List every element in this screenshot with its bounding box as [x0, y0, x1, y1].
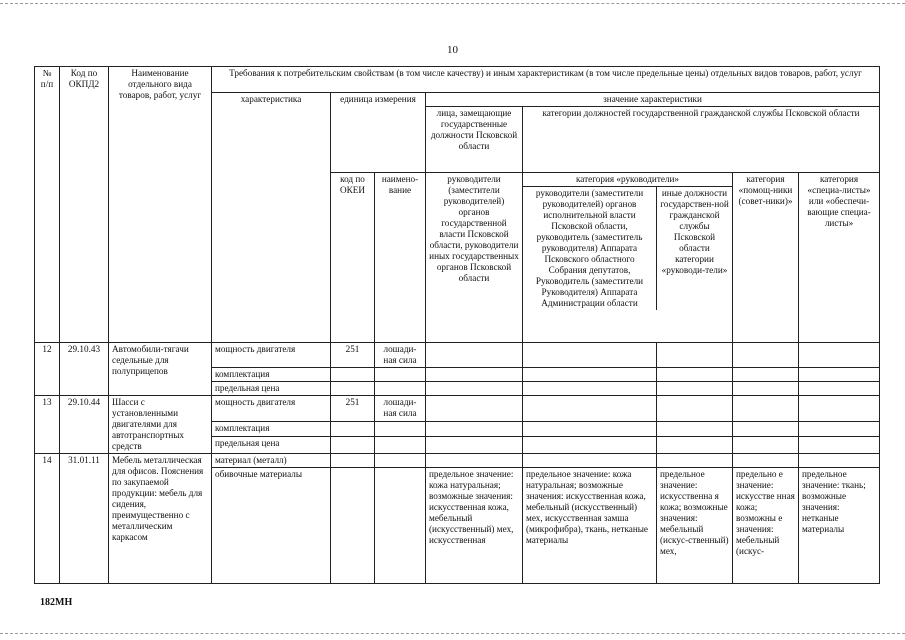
header-num: № п/п	[35, 67, 60, 343]
row14-code: 31.01.11	[60, 454, 109, 584]
row14-char-upholstery: обивочные материалы	[212, 468, 331, 584]
header-heads-gov: руководители (заместители руководителей) органов государственной власти Псковской области, руководители иных государственных органов Псковской области	[426, 173, 523, 343]
requirements-table	[34, 66, 880, 584]
header-cat-heads: категория «руководители»	[523, 173, 732, 187]
header-cat-spec: категория «специа-листы» или «обеспечи-вающие специа-листы»	[799, 173, 880, 343]
header-code: Код по ОКПД2	[60, 67, 109, 343]
row12-char-config: комплектация	[212, 368, 331, 382]
header-cat-assist: категория «помощ-ники (совет-ники)»	[733, 173, 799, 343]
table-row	[35, 454, 880, 468]
header-name: Наименование отдельного вида товаров, работ, услуг	[109, 67, 212, 343]
row13-char-config: комплектация	[212, 422, 331, 437]
header-unit-name: наимено-вание	[375, 173, 426, 343]
scan-top-edge	[0, 3, 905, 4]
row13-unit: лошади-ная сила	[375, 396, 426, 422]
row12-char-price: предельная цена	[212, 382, 331, 396]
header-persons: лица, замещающие государственные должности Псковской области	[426, 107, 523, 173]
row14-value-spec: предельное значение: ткань; возможные значения: нетканые материалы	[799, 468, 880, 584]
table-row	[35, 343, 880, 368]
row13-code: 29.10.44	[60, 396, 109, 454]
row14-value-other: предельное значение: искусственна я кожа; возможные значения: мебельный (искус-ственный) мех,	[657, 468, 733, 584]
header-unit: единица измерения	[331, 93, 426, 173]
row13-okei: 251	[331, 396, 375, 422]
row13-num: 13	[35, 396, 60, 454]
row13-char-power: мощность двигателя	[212, 396, 331, 422]
footer-code: 182МН	[40, 597, 73, 608]
row12-num: 12	[35, 343, 60, 396]
table-row	[35, 396, 880, 422]
header-heads-exec: руководители (заместители руководителей) органов исполнительной власти Псковской области, руководитель (заместитель руководителя) Аппарата Псковского областного Собрания депутатов, Руководитель (заместители Руководителя) Аппарата Администрации области	[523, 187, 657, 310]
row14-char-material: материал (металл)	[212, 454, 331, 468]
row14-value-persons: предельное значение: кожа натуральная; возможные значения: искусственная кожа, мебельный (искусственный) мех, искусственная	[426, 468, 523, 584]
page-number: 10	[447, 44, 458, 56]
row14-num: 14	[35, 454, 60, 584]
row12-name: Автомобили-тягачи седельные для полуприцепов	[109, 343, 212, 396]
header-cat-heads-group	[523, 173, 733, 343]
row14-name: Мебель металлическая для офисов. Пояснения по закупаемой продукции: мебель для сидения, преимущественно с металлическим каркасом	[109, 454, 212, 584]
scan-bottom-edge	[0, 633, 905, 634]
row12-char-power: мощность двигателя	[212, 343, 331, 368]
header-okei: код по ОКЕИ	[331, 173, 375, 343]
row12-code: 29.10.43	[60, 343, 109, 396]
row12-okei: 251	[331, 343, 375, 368]
header-categories: категории должностей государственной гражданской службы Псковской области	[523, 107, 880, 173]
header-other-positions: иные должности государствен-ной гражданской службы Псковской области категории «руководи-тели»	[660, 188, 729, 275]
row13-name: Шасси с установленными двигателями для автотранспортных средств	[109, 396, 212, 454]
row12-unit: лошади-ная сила	[375, 343, 426, 368]
row14-value-heads-exec: предельное значение: кожа натуральная; возможные значения: искусственная кожа, мебельный (искусственный) мех, искусственная замша (микрофибра), ткань, нетканые материалы	[523, 468, 657, 584]
header-requirements: Требования к потребительским свойствам (в том числе качеству) и иным характеристикам (в том числе предельные цены) отдельных видов товаров, работ, услуг	[212, 67, 880, 93]
header-characteristic: характеристика	[212, 93, 331, 343]
row13-char-price: предельная цена	[212, 437, 331, 454]
header-value: значение характеристики	[426, 93, 880, 107]
row14-value-assist: предельно е значение: искусстве нная кожа; возможны е значения: мебельный (искус-	[733, 468, 799, 584]
